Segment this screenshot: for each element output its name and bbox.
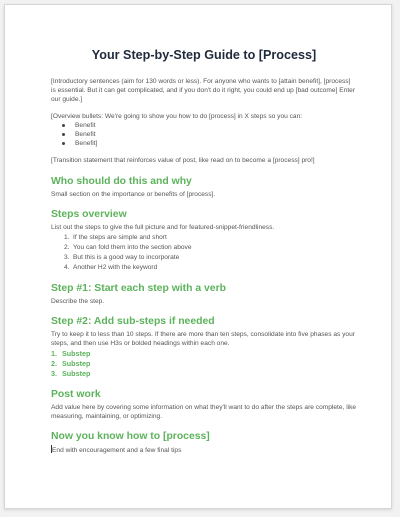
list-item: [64, 233, 357, 243]
bullet-icon: [62, 142, 65, 145]
benefit-text: Benefit: [75, 131, 96, 138]
list-item: [75, 130, 357, 139]
section-heading: Step #1: Start each step with a verb: [51, 283, 226, 294]
section-body: Add value here by covering some information on what they'll want to do after the steps are complete, like measuring, maintaining, or optimizing.: [51, 404, 357, 420]
list-text: But this is a good way to incorporate: [73, 254, 180, 261]
list-item: [64, 263, 357, 273]
list-text: Another H2 with the keyword: [73, 264, 158, 271]
overview-paragraph: [Overview bullets: We're going to show you how to do [process] in X steps so you can:: [51, 113, 303, 120]
section-now-you-know: [51, 430, 357, 455]
section-post-work: [51, 388, 357, 421]
bullet-icon: [62, 133, 65, 136]
section-heading: Who should do this and why: [51, 176, 192, 187]
list-item: [51, 359, 357, 369]
closing-text: End with encouragement and a few final tips: [52, 447, 182, 454]
benefit-text: Benefit: [75, 122, 96, 129]
section-heading: Step #2: Add sub-steps if needed: [51, 316, 215, 327]
section-step1: [51, 282, 357, 306]
benefit-list: [51, 121, 357, 148]
list-text: Substep: [62, 349, 91, 358]
section-body[interactable]: [51, 445, 357, 455]
list-number: 2.: [64, 244, 70, 251]
list-item: [51, 349, 357, 359]
section-heading: Now you know how to [process]: [51, 431, 210, 442]
list-item: [64, 243, 357, 253]
list-item: [51, 369, 357, 379]
bullet-icon: [62, 124, 65, 127]
section-steps-overview: [51, 208, 357, 273]
benefit-text: Benefit]: [75, 140, 98, 147]
section-heading: Steps overview: [51, 209, 127, 220]
list-number: 1.: [51, 349, 57, 358]
section-who: [51, 175, 357, 199]
section-body: Try to keep it to less than 10 steps. If there are more than ten steps, consolidate into five phases as your steps, and then use H3s or bolded headings within each one.: [51, 331, 355, 347]
section-body: List out the steps to give the full picture and for featured-snippet-friendliness.: [51, 224, 275, 231]
list-text: You can fold them into the section above: [73, 244, 192, 251]
section-body: Small section on the importance or benefits of [process].: [51, 191, 216, 198]
document-body[interactable]: [51, 47, 357, 464]
substeps-list: [51, 349, 357, 379]
steps-list: [51, 233, 357, 273]
document-title: Your Step-by-Step Guide to [Process]: [91, 48, 317, 62]
list-number: 1.: [64, 234, 70, 241]
list-number: 3.: [51, 369, 57, 378]
transition-paragraph: [Transition statement that reinforces value of post, like read on to become a [process] pro!]: [51, 157, 315, 164]
list-item: [75, 139, 357, 148]
section-step2: [51, 315, 357, 379]
list-item: [75, 121, 357, 130]
list-text: If the steps are simple and short: [73, 234, 167, 241]
section-body: Describe the step.: [51, 298, 105, 305]
section-heading: Post work: [51, 389, 101, 400]
list-item: [64, 253, 357, 263]
list-number: 2.: [51, 359, 57, 368]
list-text: Substep: [62, 369, 91, 378]
list-number: 3.: [64, 254, 70, 261]
intro-paragraph: [Introductory sentences (aim for 130 words or less). For anyone who wants to [attain benefit], [process] is essential. But it can get complicated, and if you don't do it right, you could end up [bad outcome] Enter our guide.]: [51, 78, 356, 103]
document-page[interactable]: [4, 4, 392, 509]
list-text: Substep: [62, 359, 91, 368]
list-number: 4.: [64, 264, 70, 271]
